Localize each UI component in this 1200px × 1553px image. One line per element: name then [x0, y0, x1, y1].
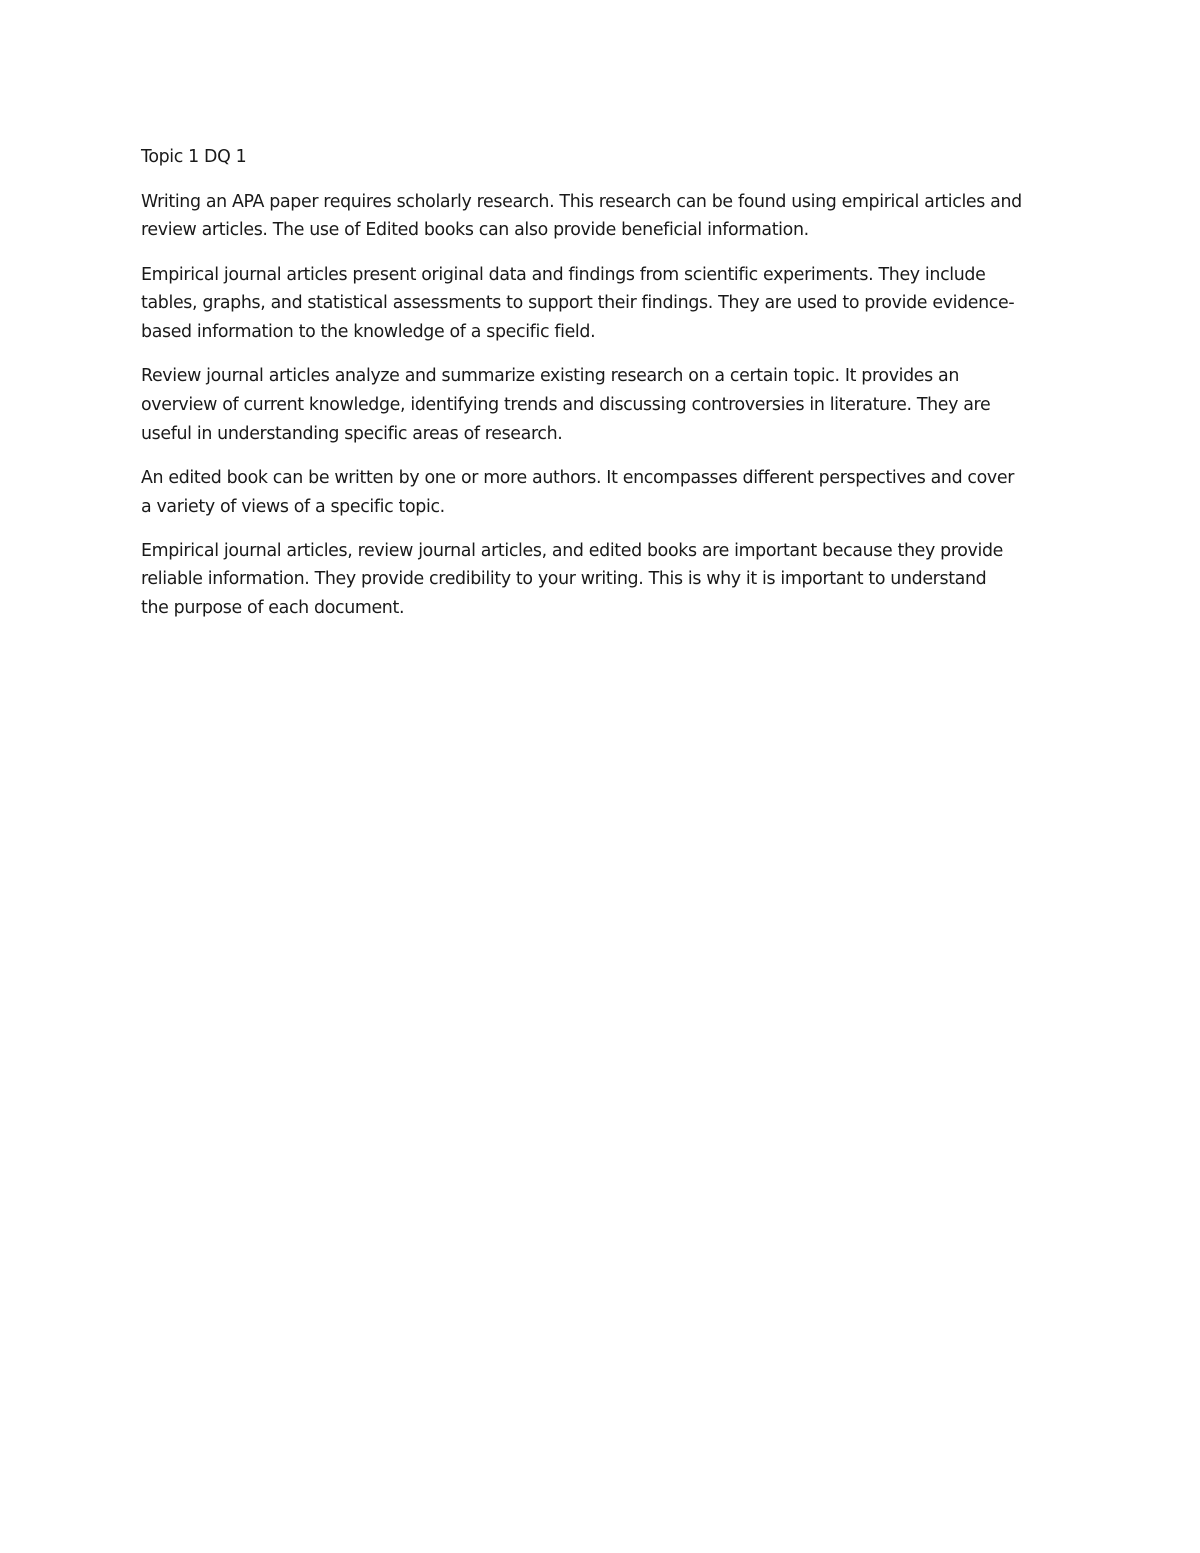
paragraph-line: Writing an APA paper requires scholarly research. This research can be found using empirical articles and — [141, 191, 1022, 212]
paragraph-line: the purpose of each document. — [141, 598, 405, 619]
document-body — [141, 143, 1061, 638]
paragraph-edited-books — [141, 464, 1061, 521]
paragraph-line: Review journal articles analyze and summarize existing research on a certain topic. It provides an — [141, 366, 960, 387]
paragraph-apa-research — [141, 188, 1061, 245]
document-title: Topic 1 DQ 1 — [141, 147, 247, 167]
paragraph-line: a variety of views of a specific topic. — [141, 496, 445, 517]
paragraph-conclusion — [141, 537, 1061, 623]
paragraph-line: tables, graphs, and statistical assessments to support their findings. They are used to provide evidence- — [141, 293, 1015, 314]
paragraph-line: An edited book can be written by one or more authors. It encompasses different perspectives and cover — [141, 467, 1015, 488]
paragraph-review-articles — [141, 362, 1061, 448]
paragraph-empirical-articles — [141, 261, 1061, 347]
paragraph-line: overview of current knowledge, identifying trends and discussing controversies in literature. They are — [141, 394, 991, 415]
paragraph-line: review articles. The use of Edited books can also provide beneficial information. — [141, 220, 809, 241]
paragraph-line: useful in understanding specific areas of research. — [141, 423, 563, 444]
paragraph-line: reliable information. They provide credibility to your writing. This is why it is important to understand — [141, 569, 987, 590]
paragraph-line: Empirical journal articles, review journal articles, and edited books are important because they provide — [141, 540, 1003, 561]
paragraph-line: based information to the knowledge of a specific field. — [141, 322, 596, 343]
paragraph-line: Empirical journal articles present original data and findings from scientific experiments. They include — [141, 264, 986, 285]
